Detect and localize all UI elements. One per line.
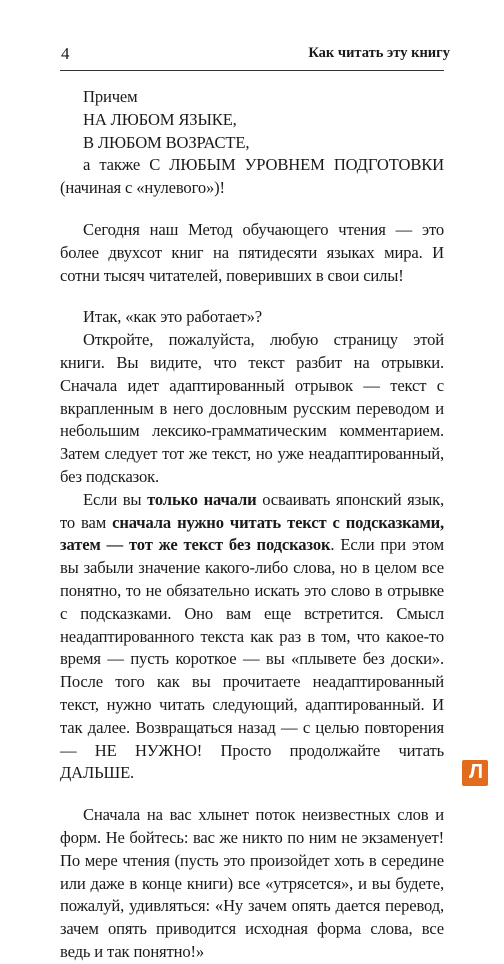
page-body <box>60 86 444 964</box>
paragraph-method: Сегодня наш Метод обучающего чтения — это более двухсот книг на пятидесяти языках мира. И сотни тысяч читателей, поверивших в свои силы! <box>60 219 444 285</box>
paragraph-how-it-works: Итак, «как это работает»? <box>83 307 262 327</box>
instructions-text-1: Если вы <box>83 489 148 509</box>
paragraph-instructions <box>60 489 444 785</box>
publisher-logo-letter: Л <box>469 761 484 783</box>
paragraph-unknown-words: Сначала на вас хлынет поток неизвестных слов и форм. Не бойтесь: вас же никто по ним не экзаменует! По мере чтения (пусть это произойдет хоть в середине или даже в конце книги) все «утрясется», и вы будете, пожалуй, удивляться: «Ну зачем опять дается перевод, зачем опять приводится исходная форма слова, все ведь и так понятно!» <box>60 805 444 961</box>
instructions-text-3: . Если при этом вы забыли значение какого-либо слова, но в целом все понятно, то не обязательно искать это слово в отрывке с подсказками. Оно вам еще встретится. Смысл неадаптированного текста как раз в том, что какое-то время — пусть короткое — вы «плывете без доски». После того как вы прочитаете неадаптированный текст, нужно читать следующий, адаптированный. И так далее. Возвращаться назад — с целью повторения — НЕ НУЖНО! Просто продолжайте читать ДАЛЬШЕ. <box>60 535 445 783</box>
intro-line-4: а также С ЛЮБЫМ УРОВНЕМ ПОДГОТОВКИ (начиная с «нулевого»)! <box>60 155 444 198</box>
intro-line-3: В ЛЮБОМ ВОЗРАСТЕ, <box>83 132 250 152</box>
intro-line-1: Причем <box>83 87 138 106</box>
instructions-bold-1: только начали <box>147 489 257 509</box>
page-number: 4 <box>61 44 70 63</box>
publisher-logo <box>462 760 488 786</box>
instructions-bold-2: сначала нужно читать текст с подсказками, затем — тот же текст без подсказок <box>60 512 444 555</box>
intro-line-2: НА ЛЮБОМ ЯЗЫКЕ, <box>83 109 237 129</box>
header-rule <box>60 70 444 71</box>
instructions-text-2: осваивать японский язык, то вам <box>60 489 444 532</box>
paragraph-open-page: Откройте, пожалуйста, любую страницу этой книги. Вы видите, что текст разбит на отрывки. Сначала идет адаптированный отрывок — текст с вкрапленным в него дословным русским переводом и небольшим лексико-грамматическим комментарием. Затем следует тот же текст, но уже неадаптированный, без подсказок. <box>60 330 444 486</box>
running-title: Как читать эту книгу <box>308 45 450 61</box>
